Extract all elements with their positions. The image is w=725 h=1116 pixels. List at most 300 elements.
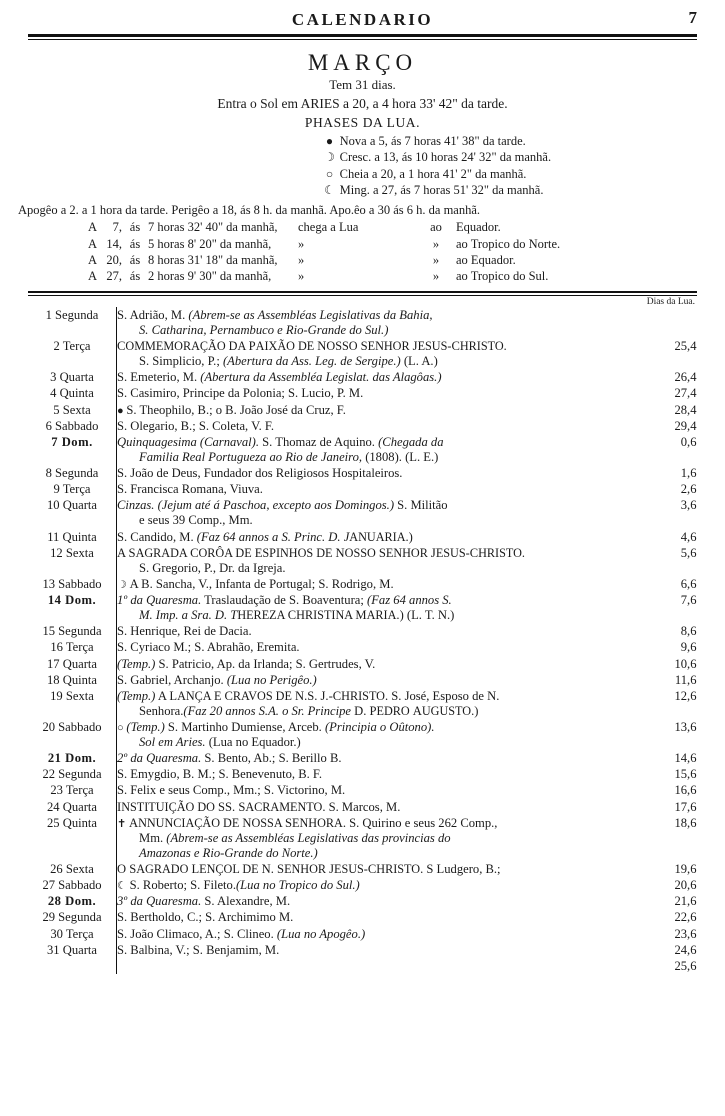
equator-time: 5 horas 8' 20" da manhã, [148, 236, 272, 251]
plain-text: Mm. [139, 830, 167, 845]
moon-day-cell: 28,4 [674, 402, 697, 417]
phases-title: PHASES DA LUA. [304, 115, 421, 130]
smallcaps-text: OSSO [326, 339, 361, 354]
smallcaps-text: HRISTO [376, 862, 421, 877]
smallcaps-text: ESUS- [417, 339, 452, 354]
plain-text: e seus 39 Comp., Mm. [139, 513, 253, 528]
calendar-table [28, 307, 697, 974]
equator-prefix: A [88, 220, 98, 235]
plain-text: S. Cyriaco M.; S. Abrahão, Eremita. [117, 640, 300, 655]
italic-text: 2º da Quaresma. [117, 751, 202, 766]
table-row [28, 799, 697, 815]
smallcaps-text: OSSO [344, 545, 379, 560]
plain-text: . S. Marcos, M. [322, 799, 401, 814]
smallcaps-text: ENHOR [367, 339, 413, 354]
plain-text: S. João Climaco, A.; S. Clineo. [117, 926, 277, 941]
plain-text: S. Emeterio, M. [117, 370, 201, 385]
equator-middle: » [298, 236, 305, 251]
day-cell: 31 Quarta [28, 942, 117, 958]
moon-day-cell: 19,6 [674, 862, 697, 877]
moon-day-cell [661, 307, 697, 338]
plain-text: Traslaudação de S. Boaventura; [201, 593, 368, 608]
day-cell: 22 Segunda [28, 767, 117, 783]
entry-line [117, 593, 661, 608]
table-row [28, 910, 697, 926]
table-row [28, 466, 697, 482]
plain-text: M [355, 608, 367, 623]
equator-arrow: » [432, 269, 440, 284]
plain-text: S. João de Deus, Fundador dos Religiosos Hospitaleiros. [117, 466, 403, 481]
smallcaps-text: ANÇA E [177, 688, 225, 703]
plain-text: N [335, 545, 345, 560]
moon-equator-row [88, 268, 725, 284]
plain-text: S. Adrião, M. [117, 307, 189, 322]
entry-line [117, 419, 661, 434]
plain-text: S [378, 545, 386, 560]
italic-text: Quinquagesima (Carnaval). [117, 434, 260, 449]
plain-text: .) [405, 529, 413, 544]
moon-day-cell: 15,6 [674, 767, 697, 782]
plain-text: S. Patricio, Ap. da Irlanda; S. Gertrudes, V. [155, 656, 376, 671]
moon-day-cell: 22,6 [674, 910, 697, 925]
moon-equator-list [0, 219, 725, 284]
day-cell: 21 Dom. [28, 751, 117, 767]
plain-text: .) [471, 703, 479, 718]
plain-text: S. Thomaz de Aquino. [259, 434, 379, 449]
plain-text: (1808). (L. E.) [362, 450, 439, 464]
day-cell: 9 Terça [28, 482, 117, 498]
entry-cell [117, 783, 661, 799]
entry-cell [117, 402, 661, 418]
plain-text: S. Felix e seus Comp., Mm.; S. Victorino, M. [117, 783, 346, 798]
plain-text: A B. Sancha, V., Infanta de Portugal; S. Rodrigo, M. [129, 576, 394, 591]
entry-line-indented [117, 450, 661, 465]
entry-line [117, 386, 661, 401]
table-row [28, 688, 697, 719]
table-row [28, 593, 697, 624]
plain-text: C [117, 339, 126, 354]
plain-text: . S. José, Esposo de N. [384, 688, 500, 703]
italic-text: Cinzas. (Jejum até á Paschoa, excepto aos Domingos.) [117, 498, 395, 513]
moon-day-cell: 20,6 [674, 878, 697, 893]
italic-text: (Lua no Apogêo.) [276, 926, 366, 941]
entry-cell [117, 878, 661, 894]
entry-line-indented [117, 354, 661, 369]
smallcaps-text: UGUSTO [421, 703, 472, 718]
entry-line-indented [117, 735, 661, 750]
entry-cell [117, 719, 661, 750]
entry-line [117, 878, 661, 893]
plain-text: D. P [350, 703, 377, 718]
equator-time: 7 horas 32' 40" da manhã, [148, 220, 278, 235]
entry-cell [117, 910, 661, 926]
moon-day-cell: 17,6 [674, 799, 697, 814]
entry-line [117, 624, 661, 639]
moon-phase-text: Cheia a 20, a 1 hora 41' 2" da manhã. [336, 166, 527, 181]
moon-day-cell: 21,6 [674, 894, 697, 909]
italic-text: (Temp.) [126, 719, 165, 734]
table-row [28, 418, 697, 434]
italic-text: (Faz 64 annos S. [367, 593, 452, 608]
table-row [28, 942, 697, 958]
plain-text: C [367, 862, 377, 877]
entry-line [117, 783, 661, 798]
moon-day-cell: 29,4 [674, 418, 697, 433]
table-row [28, 307, 697, 338]
entry-cell [117, 688, 661, 719]
day-cell: 10 Quarta [28, 498, 117, 529]
moon-symbol-icon: ✝ [117, 817, 129, 830]
plain-text: N. S [261, 862, 285, 877]
entry-cell [117, 942, 661, 958]
moon-day-cell: 12,6 [674, 688, 697, 703]
entry-cell [117, 656, 661, 672]
table-row [28, 624, 697, 640]
month-block [0, 50, 725, 198]
day-cell: 2 Terça [28, 339, 117, 370]
plain-text: S. Gabriel, Archanjo. [117, 672, 227, 687]
plain-text: E [254, 545, 263, 560]
italic-text: (Principia o Oûtono). [324, 719, 435, 734]
month-days: Tem 31 dias. [329, 77, 396, 92]
plain-text: C [190, 545, 199, 560]
plain-text: J [412, 339, 418, 354]
entry-line [117, 910, 661, 925]
equator-day: 14, [106, 236, 122, 251]
moon-phase-text: Cresc. a 13, ás 10 horas 24' 32" da manhã. [336, 150, 552, 165]
moon-equator-row [88, 236, 725, 252]
moon-day-cell: 27,4 [674, 386, 697, 401]
equator-middle: » [298, 269, 305, 284]
entry-line [117, 577, 661, 592]
page-header [28, 10, 697, 30]
day-cell: 14 Dom. [28, 593, 117, 624]
equator-destination: Equador. [456, 220, 501, 235]
equator-as: ás [129, 220, 141, 235]
moon-day-cell: 7,6 [680, 593, 697, 608]
table-row [28, 576, 697, 592]
entry-cell [117, 767, 661, 783]
entry-cell [117, 434, 661, 465]
plain-text: S [285, 815, 293, 830]
italic-text: (Temp.) [117, 688, 156, 703]
table-row [28, 719, 697, 750]
table-row [28, 862, 697, 878]
entry-cell [117, 640, 661, 656]
entry-cell [117, 958, 661, 974]
smallcaps-text: ENHOR [284, 862, 330, 877]
smallcaps-text: AGRADO [136, 862, 192, 877]
smallcaps-text: HEREZA [237, 608, 288, 623]
day-cell [28, 958, 117, 974]
day-cell: 7 Dom. [28, 434, 117, 465]
equator-arrow: ao [430, 220, 442, 235]
entry-line [117, 862, 661, 877]
table-row [28, 545, 697, 576]
plain-text: C [451, 339, 460, 354]
entry-line-indented [117, 608, 661, 623]
plain-text: S. Bento, Ab.; S. Berillo B. [201, 751, 342, 766]
smallcaps-text: ACRAMENTO [245, 799, 323, 814]
plain-text: A [128, 815, 139, 830]
apogee-perigee-line: Apogêo a 2. a 1 hora da tarde. Perigêo a 18, ás 8 h. da manhã. Apo.êo a 30 ás 6 h. da manhã. [18, 203, 481, 218]
entry-line-indented [117, 831, 661, 846]
day-cell: 24 Quarta [28, 799, 117, 815]
plain-text: S. Bertholdo, C.; S. Archimimo M. [117, 910, 294, 925]
entry-line [117, 894, 661, 909]
entry-line [117, 640, 661, 655]
equator-destination: ao Equador. [456, 252, 516, 267]
plain-text: . S. Quirino e seus 262 Comp., [342, 815, 498, 830]
days-of-moon-header: Dias da Lua. [646, 297, 695, 308]
plain-text: S. Gregorio, P., Dr. da Igreja. [139, 560, 286, 575]
plain-text: A [412, 703, 422, 718]
moon-day-cell: 4,6 [680, 529, 697, 544]
plain-text: S. Candido, M. [117, 529, 197, 544]
day-cell: 17 Quarta [28, 656, 117, 672]
entry-line-indented [117, 846, 661, 861]
moon-phase-icon: ○ [325, 166, 334, 181]
table-row [28, 783, 697, 799]
plain-text: S. Emygdio, B. M.; S. Benevenuto, B. F. [117, 767, 323, 782]
header-rule-thin [28, 39, 697, 40]
moon-phase-row [323, 166, 578, 182]
moon-equator-row [88, 252, 725, 268]
equator-arrow: » [432, 236, 440, 251]
italic-text: (Abrem-se as Assembléas Legislativas das provincias do [166, 830, 451, 845]
equator-middle: » [298, 252, 305, 267]
smallcaps-text: HRISTO [341, 688, 385, 703]
plain-text: . S Ludgero, B.; [420, 862, 501, 877]
plain-text: (Lua no Equador.) [205, 735, 301, 750]
smallcaps-text: RAVOS DE [232, 688, 295, 703]
plain-text: S. Militão [394, 498, 448, 513]
smallcaps-text: OSSA [251, 815, 286, 830]
day-cell: 23 Terça [28, 783, 117, 799]
moon-phase-icon: ● [325, 134, 334, 148]
equator-prefix: A [88, 252, 98, 267]
entry-cell [117, 593, 661, 624]
day-cell: 12 Sexta [28, 545, 117, 576]
day-cell: 29 Segunda [28, 910, 117, 926]
plain-text: S. Henrique, Rei de Dacia. [117, 624, 252, 639]
entry-line [117, 800, 661, 815]
smallcaps-text: ESUS- [435, 545, 470, 560]
table-row [28, 958, 697, 974]
entry-line [117, 498, 661, 513]
page-number: 7 [688, 8, 697, 27]
entry-line [117, 816, 661, 831]
italic-text: (Lua no Tropico do Sul.) [235, 878, 360, 893]
calendar-page [0, 10, 725, 1116]
day-cell: 13 Sabbado [28, 576, 117, 592]
day-cell: 18 Quinta [28, 672, 117, 688]
entry-cell [117, 894, 661, 910]
plain-text: S. Olegario, B.; S. Coleta, V. F. [117, 418, 275, 433]
table-row [28, 434, 697, 465]
moon-day-cell: 8,6 [680, 624, 697, 639]
smallcaps-text: ARIA [366, 608, 397, 623]
table-row [28, 339, 697, 370]
entry-line [117, 546, 661, 561]
plain-text: S. Balbina, V.; S. Benjamim, M. [117, 942, 280, 957]
plain-text: S. Simplicio, P.; [139, 354, 223, 369]
italic-text: (Faz 64 annos a S. Princ. D. J [196, 529, 350, 544]
day-cell: 1 Segunda [28, 307, 117, 338]
smallcaps-text: SPINHOS DE [262, 545, 336, 560]
moon-phase-text: Nova a 5, ás 7 horas 41' 38" da tarde. [336, 134, 526, 148]
smallcaps-text: HRISTINA [296, 608, 356, 623]
moon-day-cell: 24,6 [674, 942, 697, 957]
entry-cell [117, 307, 661, 338]
equator-prefix: A [88, 236, 98, 251]
table-row [28, 498, 697, 529]
entry-line [117, 482, 661, 497]
equator-destination: ao Tropico do Sul. [456, 269, 549, 284]
table-row [28, 767, 697, 783]
equator-day: 20, [106, 252, 122, 267]
plain-text: S [360, 339, 368, 354]
plain-text: J [430, 545, 436, 560]
moon-day-cell: 6,6 [680, 576, 697, 591]
page-title: CALENDARIO [291, 10, 434, 29]
plain-text: (L. A.) [400, 354, 438, 369]
entry-cell [117, 466, 661, 482]
plain-text: O S [117, 862, 137, 877]
plain-text: A S [117, 545, 136, 560]
italic-text: (Abertura da Assembléa Legislat. das Alagôas.) [200, 370, 442, 385]
smallcaps-text: ORÔA DE [198, 545, 255, 560]
equator-arrow: » [432, 252, 440, 267]
table-row [28, 751, 697, 767]
entry-line [117, 767, 661, 782]
equator-time: 8 horas 31' 18" da manhã, [148, 252, 278, 267]
day-cell: 16 Terça [28, 640, 117, 656]
entry-line [117, 370, 661, 385]
moon-day-cell: 25,6 [674, 958, 697, 973]
table-row [28, 640, 697, 656]
italic-text: (Lua no Perigêo.) [226, 672, 317, 687]
plain-text: S. Casimiro, Principe da Polonia; S. Lucio, P. M. [117, 386, 364, 401]
entry-cell [117, 672, 661, 688]
entry-line-indented [117, 323, 661, 338]
smallcaps-text: EDRO [376, 703, 413, 718]
equator-prefix: A [88, 269, 98, 284]
italic-text: (Chegada da [378, 434, 444, 449]
moon-day-cell: 1,6 [680, 466, 697, 481]
moon-day-cell: 16,6 [674, 783, 697, 798]
moon-day-cell: 5,6 [680, 545, 697, 560]
moon-day-cell: 10,6 [674, 656, 697, 671]
smallcaps-text: NNUNCIAÇÃO DE [138, 815, 243, 830]
smallcaps-text: ESUS- [334, 862, 368, 877]
plain-text: N [242, 815, 252, 830]
moon-day-cell: 11,6 [674, 672, 697, 687]
day-cell: 15 Segunda [28, 624, 117, 640]
smallcaps-text: AIXÃO DE [255, 339, 318, 354]
equator-middle: chega a Lua [298, 220, 359, 235]
table-row [28, 370, 697, 386]
equator-as: ás [129, 252, 141, 267]
moon-phase-row [323, 149, 578, 165]
moon-day-cell: 25,4 [674, 339, 697, 354]
italic-text: (Temp.) [117, 656, 156, 671]
entry-cell [117, 545, 661, 576]
entry-cell [117, 751, 661, 767]
day-cell: 19 Sexta [28, 688, 117, 719]
day-cell: 28 Dom. [28, 894, 117, 910]
entry-line [117, 927, 661, 942]
entry-cell [117, 386, 661, 402]
moon-day-cell: 2,6 [680, 482, 697, 497]
italic-text: (Abrem-se as Assembléas Legislativas da Bahia, [188, 307, 433, 322]
day-cell: 8 Segunda [28, 466, 117, 482]
entry-line [117, 466, 661, 481]
plain-text: Senhora. [139, 703, 184, 718]
entry-cell [117, 624, 661, 640]
entry-line [117, 403, 661, 418]
plain-text: P [248, 339, 256, 354]
entry-cell [117, 529, 661, 545]
day-cell: 25 Quinta [28, 815, 117, 861]
italic-text: (Abertura da Ass. Leg. de Sergipe.) [222, 354, 401, 369]
plain-text: N [317, 339, 327, 354]
italic-text: Sol em Aries. [139, 735, 206, 750]
moon-symbol-icon: ○ [117, 721, 127, 734]
plain-text: C [469, 545, 479, 560]
italic-text: (Faz 20 annos S.A. o Sr. Principe [183, 703, 351, 718]
entry-cell [117, 498, 661, 529]
day-cell: 27 Sabbado [28, 878, 117, 894]
equator-day: 7, [112, 220, 122, 235]
plain-text: S. Theophilo, B.; o B. João José da Cruz, F. [126, 402, 346, 417]
moon-symbol-icon: ☾ [117, 880, 130, 893]
entry-cell [117, 370, 661, 386]
smallcaps-text: OMMEMORAÇÃO DA [125, 339, 249, 354]
moon-phase-icon: ☽ [324, 150, 335, 165]
entry-cell [117, 799, 661, 815]
day-cell: 6 Sabbado [28, 418, 117, 434]
italic-text: 1º da Quaresma. [117, 593, 202, 608]
plain-text: S. Alexandre, M. [201, 894, 291, 909]
plain-text: SS. S [218, 799, 246, 814]
entry-line [117, 689, 661, 704]
smallcaps-text: NSTITUIÇÃO DO [121, 799, 219, 814]
italic-text: Amazonas e Rio-Grande do Norte.) [139, 845, 318, 860]
day-cell: 5 Sexta [28, 402, 117, 418]
table-row [28, 815, 697, 861]
entry-cell [117, 815, 661, 861]
table-row [28, 656, 697, 672]
day-cell: 4 Quinta [28, 386, 117, 402]
table-row [28, 402, 697, 418]
moon-symbol-icon: ● [117, 404, 127, 417]
smallcaps-text: ANUARIA [349, 529, 406, 544]
table-row [28, 926, 697, 942]
entry-cell [117, 862, 661, 878]
equator-as: ás [129, 236, 141, 251]
moon-phase-text: Ming. a 27, ás 7 horas 51' 32" da manhã. [336, 183, 544, 198]
entry-line-indented [117, 704, 661, 719]
month-name: MARÇO [307, 50, 418, 75]
entry-cell [117, 482, 661, 498]
day-cell: 11 Quinta [28, 529, 117, 545]
italic-text: Familia Real Portugueza ao Rio de Janeiro, [139, 450, 363, 464]
moon-day-cell: 0,6 [680, 434, 697, 449]
day-cell: 26 Sexta [28, 862, 117, 878]
italic-text: M. Imp. a Sra. D. T [139, 608, 238, 623]
smallcaps-text: ENHOR [385, 545, 431, 560]
